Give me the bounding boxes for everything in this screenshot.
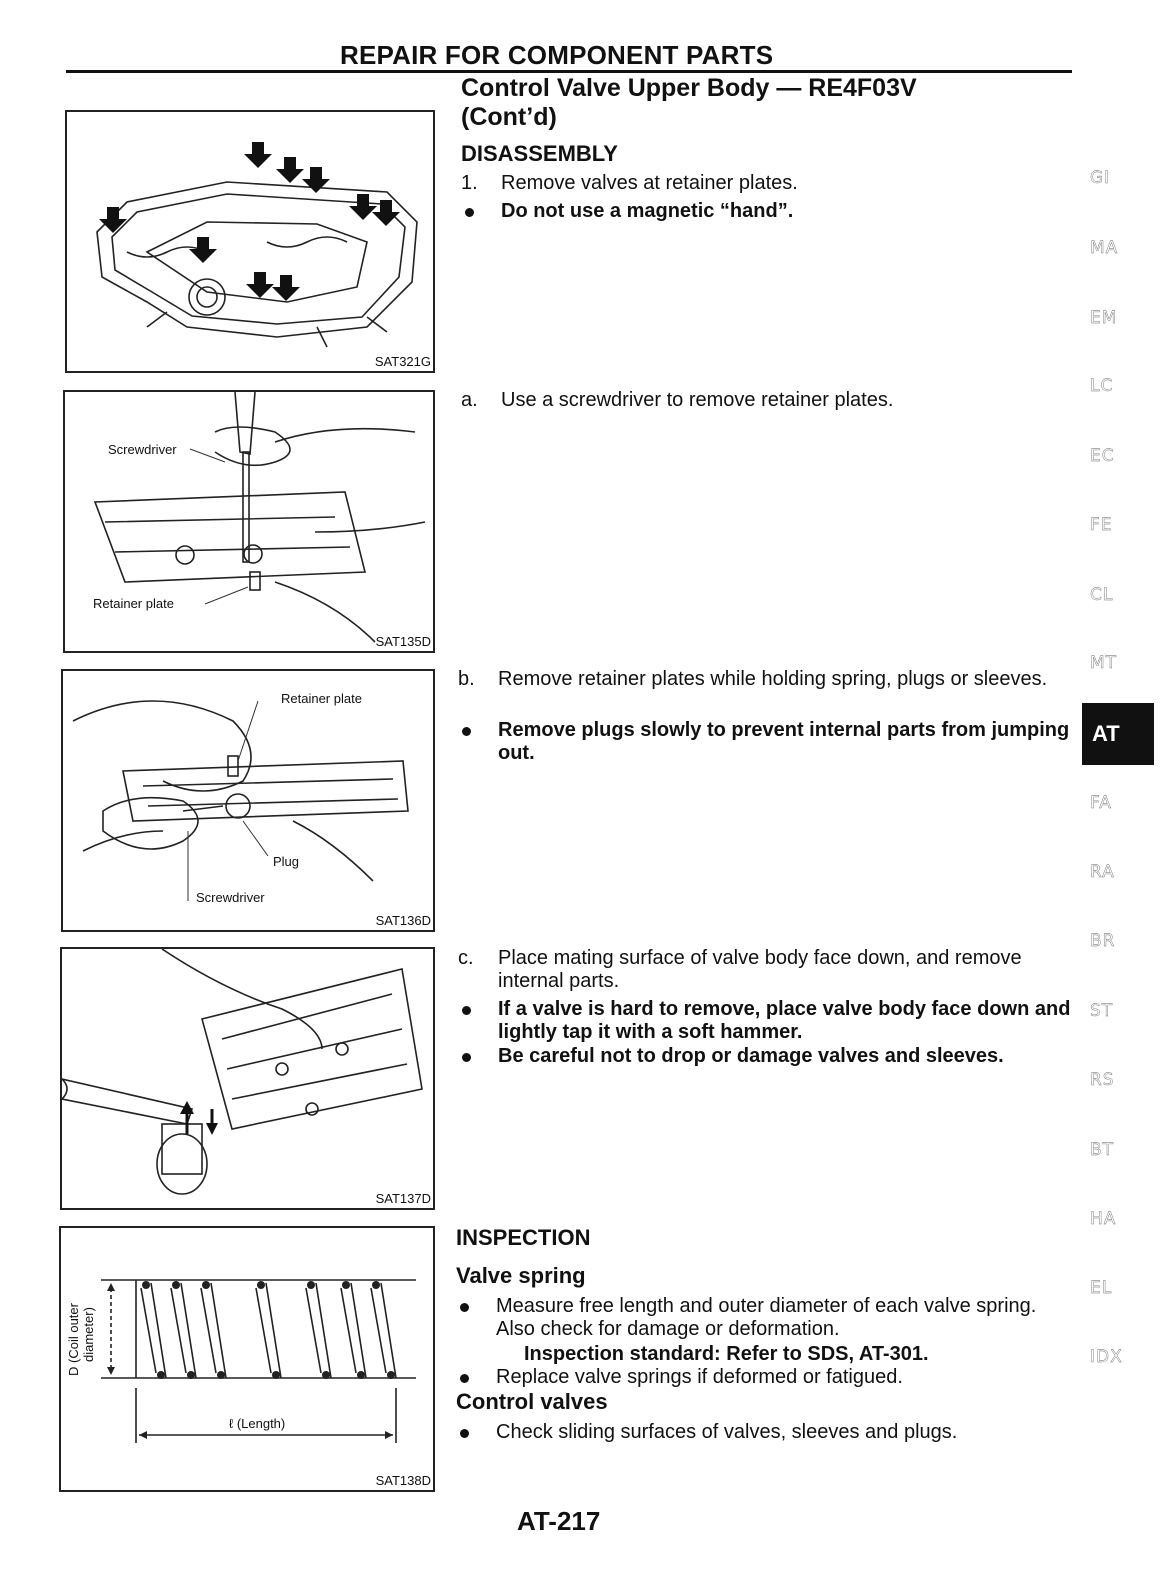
step-a-text: Use a screwdriver to remove retainer plates.: [501, 389, 894, 411]
control-valves-bullet-1-text: Check sliding surfaces of valves, sleeves and plugs.: [496, 1421, 958, 1443]
valve-spring-heading: Valve spring: [456, 1263, 586, 1288]
side-tab-mt[interactable]: MT: [1090, 653, 1118, 673]
bullet-icon: [460, 1303, 469, 1312]
side-tab-at-active[interactable]: AT: [1082, 703, 1154, 765]
figure-code: SAT135D: [375, 634, 431, 649]
side-tab-cl[interactable]: CL: [1090, 585, 1114, 605]
step-c-note-2: [458, 1045, 1072, 1068]
valve-body-illustration: [67, 112, 433, 371]
valve-spring-bullet-2-text: Replace valve springs if deformed or fatigued.: [496, 1366, 903, 1388]
label-diameter-line2: diameter): [81, 1307, 96, 1362]
step-1-marker: 1.: [461, 172, 478, 194]
disassembly-heading: DISASSEMBLY: [461, 141, 618, 166]
step-a: [461, 389, 1071, 412]
step-c-note-1-text: If a valve is hard to remove, place valve body face down and lightly tap it with a soft hammer.: [498, 998, 1071, 1043]
screwdriver-illustration: [65, 392, 433, 651]
step-b-note: [458, 719, 1072, 765]
step-c-marker: c.: [458, 947, 474, 969]
side-tab-fa[interactable]: FA: [1090, 793, 1112, 813]
section-title-line2: (Cont’d): [461, 103, 557, 131]
header-rule: [66, 70, 1072, 73]
step-c-note-1: [458, 998, 1072, 1044]
valve-spring-bullet-2: [456, 1366, 1072, 1389]
label-plug: Plug: [273, 854, 300, 869]
label-diameter: [66, 1303, 96, 1376]
step-1-text: Remove valves at retainer plates.: [501, 172, 798, 194]
page-number: AT-217: [517, 1506, 601, 1536]
bullet-icon: [462, 1053, 471, 1062]
side-tab-el[interactable]: EL: [1090, 1278, 1113, 1298]
side-tab-lc[interactable]: LC: [1090, 376, 1114, 396]
side-tab-st[interactable]: ST: [1090, 1001, 1114, 1021]
valve-springs-illustration: [61, 1228, 433, 1490]
section-title: [461, 74, 917, 132]
soft-hammer-illustration: [62, 949, 433, 1208]
side-tab-bt[interactable]: BT: [1090, 1140, 1115, 1160]
label-retainer-plate: Retainer plate: [281, 691, 362, 706]
step-b-marker: b.: [458, 668, 475, 690]
control-valves-bullet-1: [456, 1421, 1072, 1444]
valve-spring-bullet-1: [456, 1295, 1072, 1341]
figure-code: SAT136D: [375, 913, 431, 928]
figure-valve-springs: [59, 1226, 435, 1492]
label-length: ℓ (Length): [229, 1416, 286, 1431]
figure-code: SAT321G: [374, 354, 431, 369]
step-b-text: Remove retainer plates while holding spring, plugs or sleeves.: [498, 668, 1048, 690]
section-title-line1: Control Valve Upper Body — RE4F03V: [461, 74, 917, 102]
bullet-icon: [462, 727, 471, 736]
bullet-icon: [460, 1374, 469, 1383]
figure-screwdriver-retainer: [63, 390, 435, 653]
side-tab-idx[interactable]: IDX: [1090, 1347, 1123, 1367]
side-tab-em[interactable]: EM: [1090, 308, 1118, 328]
figure-code: SAT138D: [375, 1473, 431, 1488]
bullet-icon: [462, 1006, 471, 1015]
step-b: [458, 668, 1072, 691]
label-retainer-plate: Retainer plate: [93, 596, 174, 611]
control-valves-heading: Control valves: [456, 1389, 608, 1414]
side-tab-gi[interactable]: GI: [1090, 168, 1111, 188]
figure-code: SAT137D: [375, 1191, 431, 1206]
bullet-icon: [465, 208, 474, 217]
side-tab-ma[interactable]: MA: [1090, 238, 1119, 258]
step-1: [461, 172, 1071, 195]
label-diameter-line1: D (Coil outer: [66, 1303, 81, 1376]
label-screwdriver: Screwdriver: [196, 890, 265, 905]
step-1-note: [461, 200, 1071, 223]
figure-soft-hammer: [60, 947, 435, 1210]
step-b-note-text: Remove plugs slowly to prevent internal parts from jumping out.: [498, 719, 1070, 764]
step-c: [458, 947, 1072, 993]
bullet-icon: [460, 1429, 469, 1438]
side-tab-ec[interactable]: EC: [1090, 446, 1115, 466]
side-tab-br[interactable]: BR: [1090, 931, 1116, 951]
label-screwdriver: Screwdriver: [108, 442, 177, 457]
step-a-marker: a.: [461, 389, 478, 411]
inspection-heading: INSPECTION: [456, 1225, 591, 1250]
inspection-standard: Inspection standard: Refer to SDS, AT-301.: [524, 1343, 929, 1365]
side-tab-ha[interactable]: HA: [1090, 1209, 1117, 1229]
valve-spring-bullet-1-text: Measure free length and outer diameter of each valve spring. Also check for damage or deformation.: [496, 1295, 1037, 1340]
side-tab-fe[interactable]: FE: [1090, 515, 1113, 535]
side-tab-ra[interactable]: RA: [1090, 862, 1115, 882]
figure-retainer-plug: [61, 669, 435, 932]
step-c-note-2-text: Be careful not to drop or damage valves and sleeves.: [498, 1045, 1004, 1067]
step-c-text: Place mating surface of valve body face down, and remove internal parts.: [498, 947, 1022, 992]
figure-valve-body-arrows: [65, 110, 435, 373]
page-header-title: REPAIR FOR COMPONENT PARTS: [340, 40, 774, 70]
step-1-note-text: Do not use a magnetic “hand”.: [501, 200, 794, 222]
side-tab-rs[interactable]: RS: [1090, 1070, 1115, 1090]
